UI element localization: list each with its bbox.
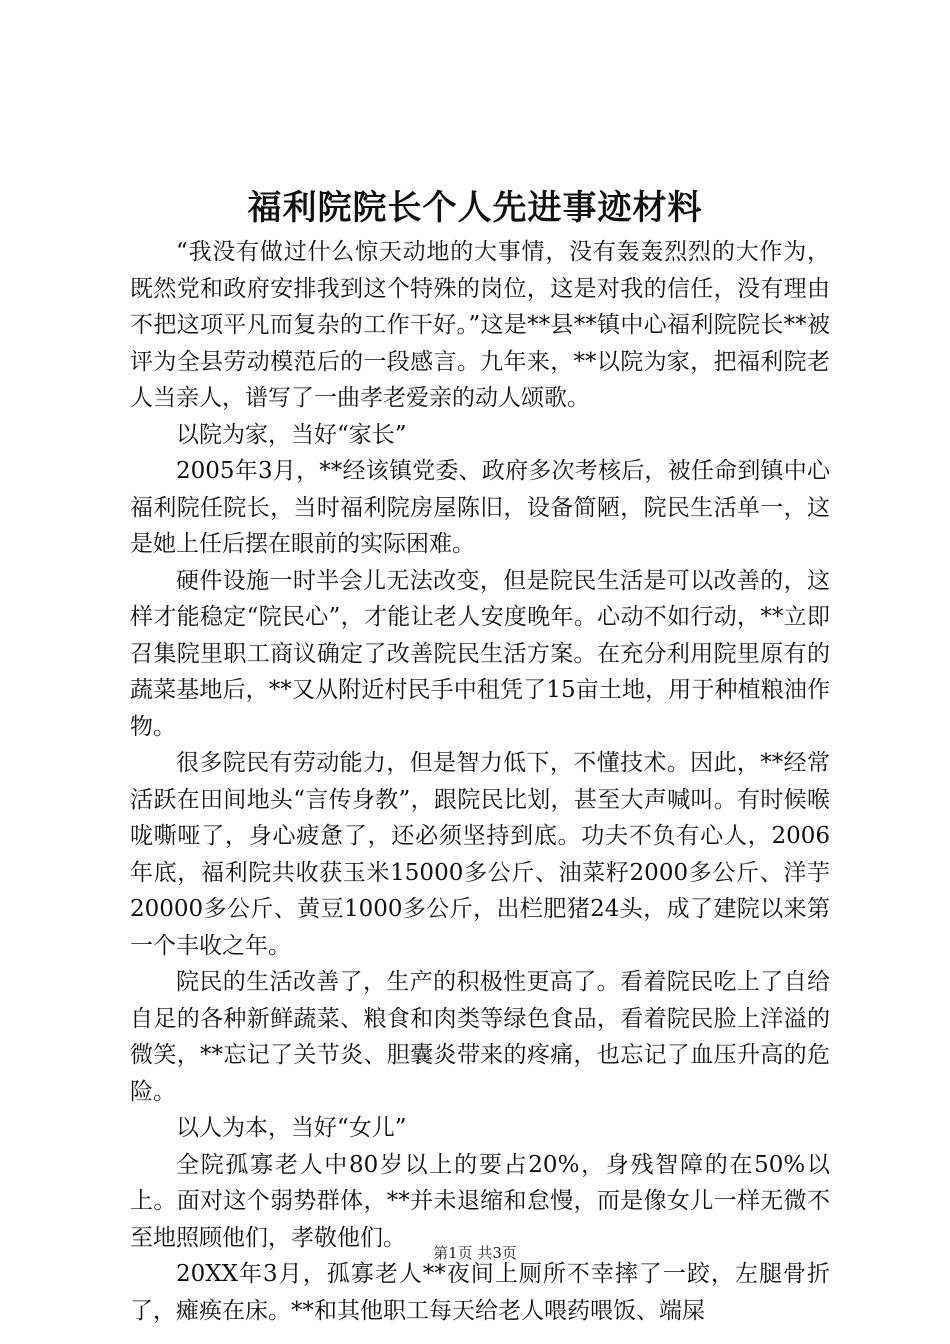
paragraph-green-food: 院民的生活改善了，生产的积极性更高了。看着院民吃上了自给自足的各种新鲜蔬菜、粮食和肉类等绿色食品，看着院民脸上洋溢的微笑，**忘记了关节炎、胆囊炎带来的疼痛，也忘记了血压升高的危险。 xyxy=(130,969,830,1105)
page-number-footer: 第1页 共3页 xyxy=(433,1244,517,1262)
document-title: 福利院院长个人先进事迹材料 xyxy=(247,188,703,228)
paragraph-harvest: 很多院民有劳动能力，但是智力低下，不懂技术。因此，**经常活跃在田间地头“言传身教”，跟院民比划，甚至大声喊叫。有时候喉咙嘶哑了，身心疲惫了，还必须坚持到底。功夫不负有心人，2006年底，福利院共收获玉米15000多公斤、油菜籽2000多公斤、洋芋20000多公斤、黄豆1000多公斤，出栏肥猪24头，成了建院以来第一个丰收之年。 xyxy=(130,750,830,959)
document-body xyxy=(130,234,830,1329)
paragraph-fracture-care: 20XX年3月，孤寡老人**夜间上厕所不幸摔了一跤，左腿骨折了，瘫痪在床。**和其他职工每天给老人喂药喂饭、端屎 xyxy=(130,1261,830,1324)
paragraph-appointment: 2005年3月，**经该镇党委、政府多次考核后，被任命到镇中心福利院任院长，当时福利院房屋陈旧，设备简陋，院民生活单一，这是她上任后摆在眼前的实际困难。 xyxy=(130,458,830,557)
paragraph-improve-life: 硬件设施一时半会儿无法改变，但是院民生活是可以改善的，这样才能稳定“院民心”，才能让老人安度晚年。心动不如行动，**立即召集院里职工商议确定了改善院民生活方案。在充分利用院里原有的蔬菜基地后，**又从附近村民手中租凭了15亩土地，用于种植粮油作物。 xyxy=(130,567,830,740)
paragraph-intro-quote: “我没有做过什么惊天动地的大事情，没有轰轰烈烈的大作为，既然党和政府安排我到这个特殊的岗位，这是对我的信任，没有理由不把这项平凡而复杂的工作干好。”这是**县**镇中心福利院院长**被评为全县劳动模范后的一段感言。九年来，**以院为家，把福利院老人当亲人，谱写了一曲孝老爱亲的动人颂歌。 xyxy=(130,239,830,411)
section-heading-home: 以院为家，当好“家长” xyxy=(176,421,407,448)
section-heading-daughter: 以人为本，当好“女儿” xyxy=(176,1115,407,1141)
paragraph-elderly-care: 全院孤寡老人中80岁以上的要占20%，身残智障的在50%以上。面对这个弱势群体，**并未退缩和怠慢，而是像女儿一样无微不至地照顾他们，孝敬他们。 xyxy=(130,1151,830,1251)
